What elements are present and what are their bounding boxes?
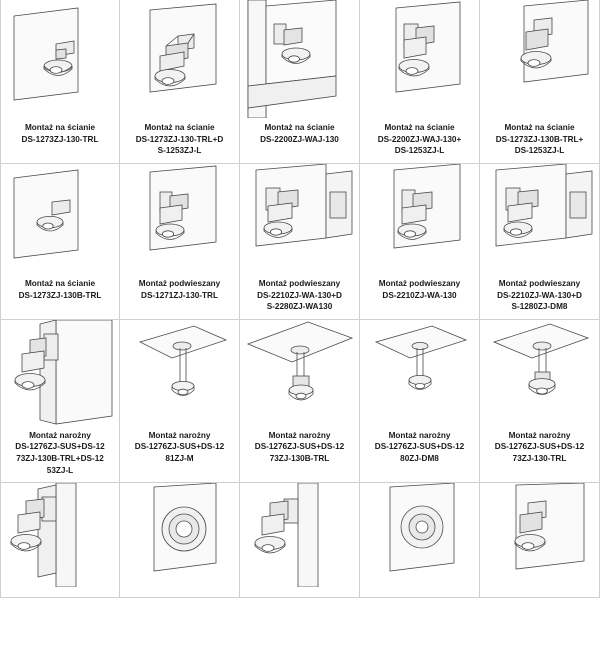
- caption-line: Montaż podwieszany: [378, 278, 461, 288]
- table-cell: [120, 0, 240, 164]
- caption-line: DS-2210ZJ-WA-130+D: [257, 290, 342, 300]
- table-cell: [480, 0, 600, 164]
- table-cell: [360, 483, 480, 598]
- caption-line: Montaż narożny: [388, 430, 451, 440]
- caption-line: Montaż na ścianie: [144, 123, 215, 132]
- caption-line: Montaż podwieszany: [138, 278, 221, 288]
- caption-line: Montaż na ścianie: [24, 278, 96, 288]
- cell-caption: [480, 587, 600, 597]
- caption-line: Montaż na ścianie: [504, 123, 575, 132]
- table-cell: [240, 483, 360, 598]
- cell-caption: [240, 118, 360, 151]
- caption-line: DS-1273ZJ-130-TRL: [21, 134, 99, 144]
- cell-caption: [240, 274, 360, 319]
- figure-ceiling-drop-pendant: [120, 320, 240, 426]
- figure-pole-mount-round: [360, 483, 480, 587]
- figure-corner-mount-full: [0, 320, 120, 426]
- caption-line: 73ZJ-130-TRL: [512, 454, 567, 464]
- caption-line: DS-1253ZJ-L: [514, 146, 565, 156]
- cell-caption: [0, 426, 120, 483]
- figure-pole-mount-dome-front: [120, 483, 240, 587]
- caption-line: DS-1276ZJ-SUS+DS-12: [15, 442, 105, 452]
- table-cell: [360, 0, 480, 164]
- table-cell: [0, 483, 120, 598]
- caption-line: Montaż narożny: [268, 430, 331, 440]
- cell-caption: [360, 587, 480, 597]
- table-cell: [480, 483, 600, 598]
- figure-wall-mount-dome-plain: [0, 0, 120, 118]
- caption-line: Montaż narożny: [148, 430, 211, 440]
- caption-line: Montaż podwieszany: [258, 278, 341, 288]
- cell-caption: [120, 426, 240, 471]
- figure-pendant-short-arm: [120, 164, 240, 274]
- figure-ceiling-drop-short: [360, 320, 480, 426]
- caption-line: DS-1273ZJ-130B-TRL: [18, 290, 102, 300]
- table-cell: [240, 164, 360, 320]
- caption-line: S-2280ZJ-WA130: [266, 302, 333, 312]
- cell-caption: [360, 118, 480, 163]
- caption-line: DS-1273ZJ-130-TRL+D: [135, 134, 224, 144]
- caption-line: 80ZJ-DM8: [400, 454, 439, 464]
- cell-caption: [0, 274, 120, 307]
- figure-wall-mount-small-dome: [0, 164, 120, 274]
- caption-line: DS-2200ZJ-WAJ-130: [260, 134, 339, 144]
- caption-line: 73ZJ-130B-TRL+DS-12: [16, 454, 104, 464]
- figure-pendant-box-arm: [240, 164, 360, 274]
- cell-caption: [360, 426, 480, 471]
- caption-line: DS-2210ZJ-WA-130: [382, 290, 457, 300]
- cell-caption: [120, 274, 240, 307]
- figure-wall-mount-corner-pole: [240, 0, 360, 118]
- figure-wall-mount-angle-dome: [480, 0, 600, 118]
- figure-wall-mount-arm-box: [360, 0, 480, 118]
- cell-caption: [120, 118, 240, 163]
- caption-line: DS-1276ZJ-SUS+DS-12: [494, 442, 585, 452]
- figure-pendant-box-arm-2: [480, 164, 600, 274]
- cell-caption: [0, 587, 120, 597]
- caption-line: 81ZJ-M: [165, 454, 194, 464]
- caption-line: Montaż narożny: [508, 430, 571, 440]
- table-cell: [0, 320, 120, 484]
- figure-pendant-plain-arm: [360, 164, 480, 274]
- caption-line: DS-1253ZJ-L: [394, 146, 445, 156]
- table-cell: [120, 320, 240, 484]
- cell-caption: [240, 587, 360, 597]
- cell-caption: [480, 426, 600, 471]
- caption-line: Montaż na ścianie: [264, 123, 335, 132]
- caption-line: DS-1276ZJ-SUS+DS-12: [254, 442, 345, 452]
- caption-line: Montaż na ścianie: [384, 123, 455, 132]
- caption-line: S-1280ZJ-DM8: [511, 302, 568, 312]
- figure-wall-mount-dome-bracket: [120, 0, 240, 118]
- cell-caption: [0, 118, 120, 151]
- figure-pole-mount-plate: [480, 483, 600, 587]
- caption-line: DS-1276ZJ-SUS+DS-12: [374, 442, 465, 452]
- caption-line: 53ZJ-L: [46, 465, 74, 475]
- figure-pole-mount-bracket: [0, 483, 120, 587]
- caption-line: DS-2210ZJ-WA-130+D: [497, 290, 582, 300]
- caption-line: 73ZJ-130B-TRL: [269, 454, 330, 464]
- caption-line: Montaż podwieszany: [498, 278, 581, 288]
- figure-ceiling-drop-pendant-long: [240, 320, 360, 426]
- table-cell: [120, 483, 240, 598]
- table-cell: [360, 164, 480, 320]
- caption-line: DS-1276ZJ-SUS+DS-12: [134, 442, 225, 452]
- table-cell: [0, 164, 120, 320]
- table-cell: [480, 164, 600, 320]
- table-cell: [240, 320, 360, 484]
- caption-line: Montaż narożny: [29, 430, 91, 440]
- cell-caption: [240, 426, 360, 471]
- cell-caption: [480, 274, 600, 319]
- table-cell: [240, 0, 360, 164]
- caption-line: DS-2200ZJ-WAJ-130+: [377, 134, 462, 144]
- table-cell: [120, 164, 240, 320]
- caption-line: Montaż na ścianie: [24, 123, 96, 132]
- cell-caption: [120, 587, 240, 597]
- caption-line: DS-1273ZJ-130B-TRL+: [495, 134, 584, 144]
- figure-pole-mount-arm: [240, 483, 360, 587]
- table-cell: [480, 320, 600, 484]
- table-cell: [0, 0, 120, 164]
- figure-ceiling-drop-dome: [480, 320, 600, 426]
- cell-caption: [480, 118, 600, 163]
- caption-line: S-1253ZJ-L: [157, 146, 202, 156]
- caption-line: DS-1271ZJ-130-TRL: [141, 290, 218, 300]
- table-cell: [360, 320, 480, 484]
- cell-caption: [360, 274, 480, 307]
